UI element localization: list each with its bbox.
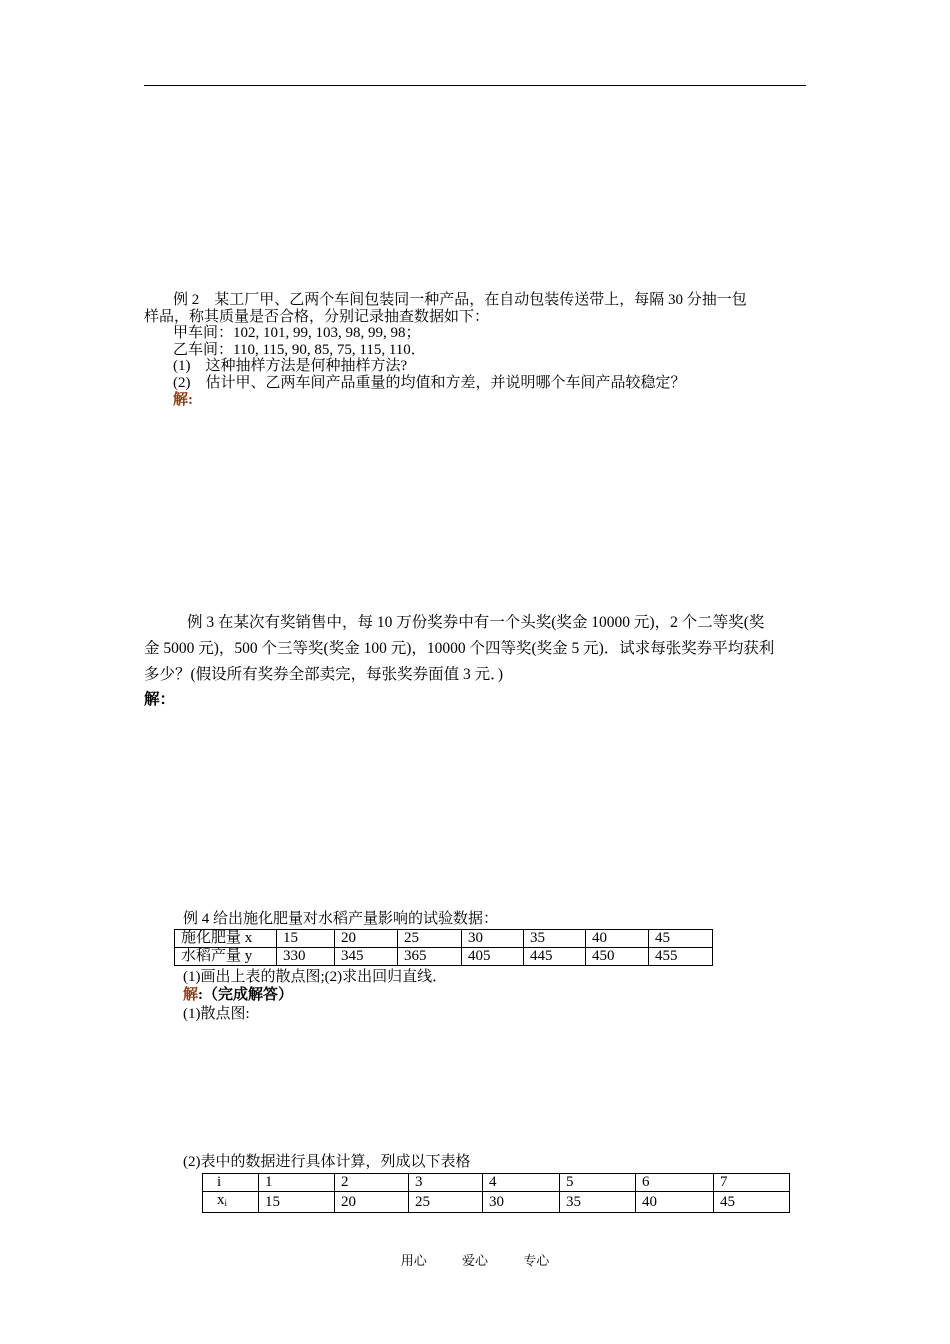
table-cell: 45 <box>714 1192 790 1213</box>
table-cell: 450 <box>586 948 649 966</box>
ex3-solution-label: 解： <box>144 691 176 708</box>
table-cell: 330 <box>277 948 335 966</box>
table-cell: 25 <box>398 930 462 948</box>
table-cell: 445 <box>524 948 586 966</box>
table-row <box>203 1192 790 1213</box>
ex2-line1: 例 2 某工厂甲、乙两个车间包装同一种产品，在自动包装传送带上，每隔 30 分抽一包 <box>173 292 747 308</box>
table-cell: 35 <box>560 1192 636 1213</box>
table-cell: 345 <box>335 948 398 966</box>
ex4-part1: (1)散点图: <box>183 1006 250 1022</box>
ex3-line1: 例 3 在某次有奖销售中，每 10 万份奖券中有一个头奖(奖金 10000 元)，2 个二等奖(奖 <box>187 614 765 631</box>
ex2-line3: 甲车间：102, 101, 99, 103, 98, 99, 98； <box>173 325 421 341</box>
ex4-solution-note: :（完成解答） <box>198 987 294 1003</box>
ex3-line3: 多少？(假设所有奖券全部卖完，每张奖券面值 3 元．) <box>144 666 504 683</box>
table-cell: 40 <box>586 930 649 948</box>
table-cell: 施化肥量 x <box>175 930 277 948</box>
table-cell: 45 <box>649 930 713 948</box>
table-cell: 40 <box>636 1192 714 1213</box>
calculation-table <box>202 1173 790 1213</box>
ex4-questions: (1)画出上表的散点图;(2)求出回归直线． <box>183 969 448 985</box>
table-cell: 7 <box>714 1174 790 1192</box>
table-row <box>175 948 713 966</box>
fertilizer-yield-table <box>174 929 713 966</box>
table-cell: 1 <box>259 1174 335 1192</box>
ex4-intro: 例 4 给出施化肥量对水稻产量影响的试验数据： <box>183 911 499 927</box>
table-cell: 2 <box>335 1174 409 1192</box>
ex2-question2: (2) 估计甲、乙两车间产品重量的均值和方差，并说明哪个车间产品较稳定？ <box>173 375 686 391</box>
table-cell: 15 <box>259 1192 335 1213</box>
ex4-solution-label: 解 <box>183 987 199 1003</box>
x-label: x <box>217 1192 225 1208</box>
table-cell: 5 <box>560 1174 636 1192</box>
footer-text: 爱心 <box>461 1253 488 1268</box>
table-cell: 6 <box>636 1174 714 1192</box>
table-cell: 405 <box>462 948 524 966</box>
ex4-solution-line <box>183 987 293 1004</box>
footer-text: 专心 <box>523 1253 550 1268</box>
table-cell <box>203 1192 259 1213</box>
table-row <box>203 1174 790 1192</box>
footer-text: 用心 <box>400 1253 427 1268</box>
ex2-solution-label: 解: <box>173 392 193 408</box>
ex2-question1: (1) 这种抽样方法是何种抽样方法? <box>173 358 408 374</box>
x-subscript: i <box>224 1198 228 1208</box>
table-cell: 4 <box>483 1174 560 1192</box>
table-cell: 365 <box>398 948 462 966</box>
table-cell: i <box>203 1174 259 1192</box>
page-footer <box>0 1250 950 1269</box>
table-cell: 15 <box>277 930 335 948</box>
table-cell: 35 <box>524 930 586 948</box>
table-cell: 3 <box>409 1174 483 1192</box>
ex2-line2: 样品，称其质量是否合格，分别记录抽查数据如下： <box>144 309 490 325</box>
table-cell: 20 <box>335 930 398 948</box>
table-cell: 20 <box>335 1192 409 1213</box>
table-cell: 25 <box>409 1192 483 1213</box>
table-cell: 水稻产量 y <box>175 948 277 966</box>
table-cell: 30 <box>483 1192 560 1213</box>
ex3-line2: 金 5000 元)，500 个三等奖(奖金 100 元)，10000 个四等奖(奖金 5 元)．试求每张奖券平均获利 <box>144 640 775 657</box>
header-rule <box>144 85 806 86</box>
ex4-part2: (2)表中的数据进行具体计算，列成以下表格 <box>183 1154 471 1170</box>
table-cell: 30 <box>462 930 524 948</box>
table-row <box>175 930 713 948</box>
table-cell: 455 <box>649 948 713 966</box>
ex2-line4: 乙车间：110, 115, 90, 85, 75, 115, 110． <box>173 342 426 358</box>
